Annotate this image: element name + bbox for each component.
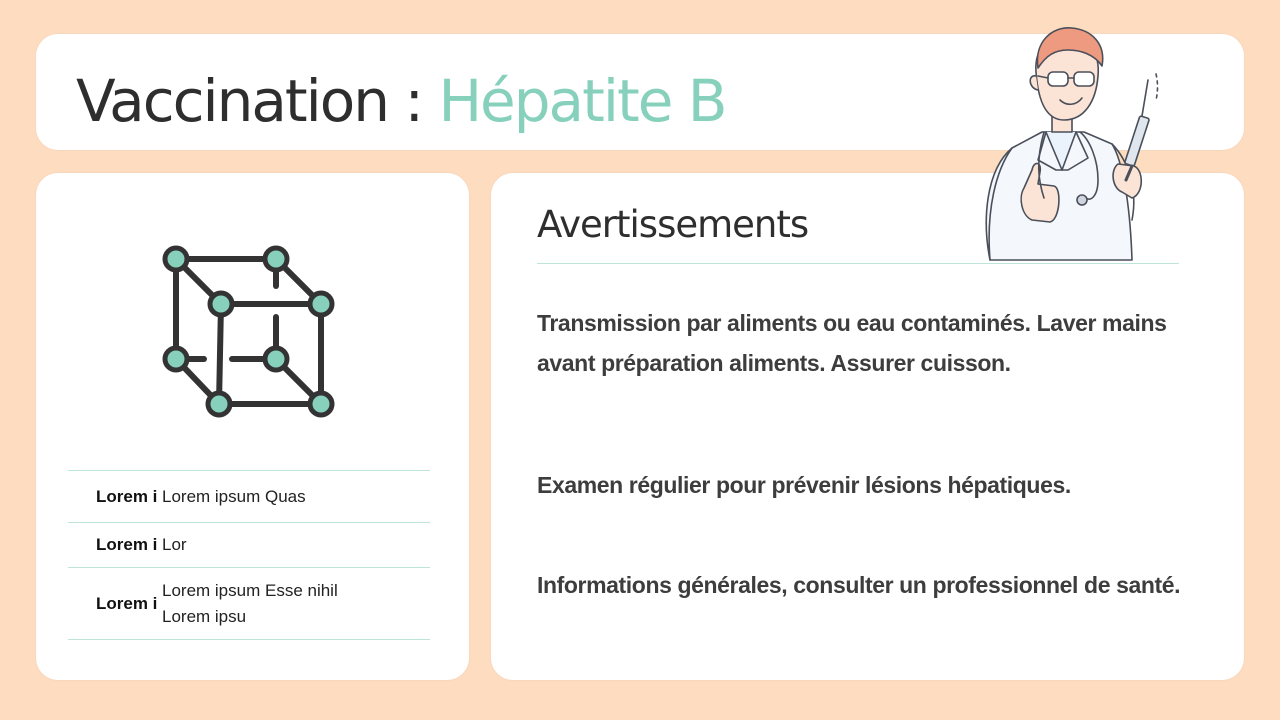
table-row [68,568,430,640]
row-label: Lorem i [96,486,158,506]
page-title [76,66,726,136]
row-value [162,484,306,510]
row-value [162,578,338,630]
row-value-line: Lorem ipsum Esse nihil [162,580,338,600]
warning-paragraph: Informations générales, consulter un professionnel de santé. [537,572,1181,598]
row-label: Lorem i [96,593,158,613]
row-value [162,532,187,558]
warnings-title: Avertissements [537,203,809,246]
info-table [68,470,430,640]
row-value-line: Lor [162,535,187,554]
row-value-line: Lorem ipsum Quas [162,486,306,506]
title-accent: Hépatite B [438,67,726,135]
doctor-with-syringe-illustration [972,20,1182,262]
warning-paragraph: Examen régulier pour prévenir lésions hépatiques. [537,472,1071,498]
table-row [68,523,430,568]
cube-molecule-icon [156,239,346,419]
table-row [68,471,430,523]
row-value-line: Lorem ipsu [162,606,247,626]
section-divider [537,263,1179,264]
row-label: Lorem i [96,535,158,554]
warning-paragraph: Transmission par aliments ou eau contaminés. Laver mains avant préparation aliments. Assurer cuisson. [537,310,1167,376]
info-card [36,173,469,680]
title-main: Vaccination : [76,67,439,135]
